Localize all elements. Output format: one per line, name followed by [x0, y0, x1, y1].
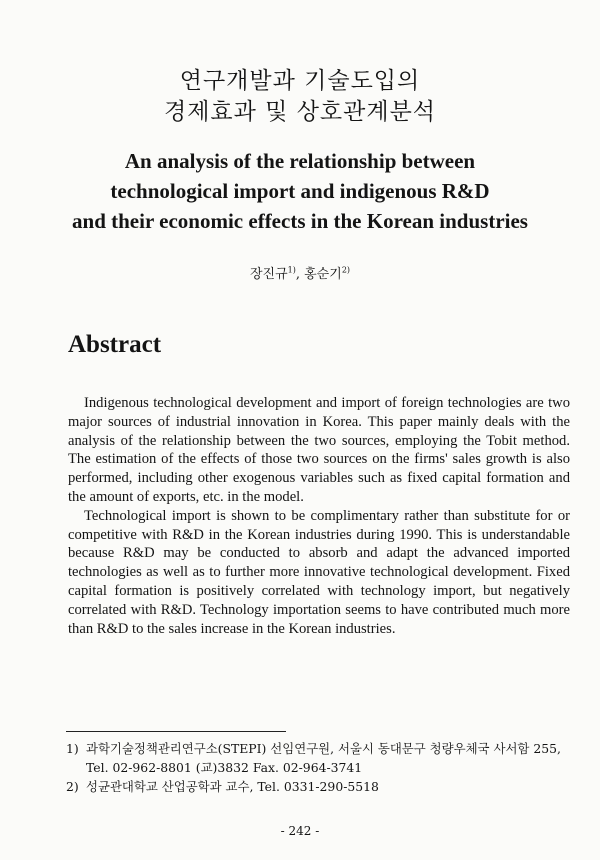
footnote	[66, 777, 572, 796]
footnote	[66, 739, 572, 777]
author-name: 장진규	[249, 267, 288, 282]
korean-title-line: 경제효과 및 상호관계분석	[163, 99, 437, 125]
abstract-paragraph: Technological import is shown to be complimentary rather than substitute for or competitive with R&D in the Korean industries during 1990. This is understandable because R&D may be conducted to absorb and adapt the advanced imported technologies as well as to further more innovative technological development. Fixed capital formation is positively correlated with technology import, but negatively correlated with R&D. Technology importation seems to have contributed much more than R&D to the sales increase in the Korean industries.	[68, 507, 570, 637]
footnotes	[66, 739, 572, 796]
abstract-heading: Abstract	[68, 331, 162, 358]
footnote-text: 과학기술정책관리연구소(STEPI) 선임연구원, 서울시 동대문구 청량우체국 사서함 255, Tel. 02-962-8801 (교)3832 Fax. 02-964-3741	[86, 741, 561, 775]
english-title	[0, 146, 600, 236]
author-line	[0, 263, 600, 282]
page-number: - 242 -	[280, 824, 320, 838]
footnote-mark: 1)	[287, 265, 296, 275]
abstract-body	[68, 394, 570, 638]
footnote-mark: 2)	[341, 265, 351, 275]
english-title-line: technological import and indigenous R&D	[110, 179, 490, 203]
korean-title	[0, 66, 600, 128]
footnote-text: 성균관대학교 산업공학과 교수, Tel. 0331-290-5518	[86, 779, 379, 794]
author-separator: ,	[295, 267, 305, 282]
footnote-number: 1)	[66, 741, 79, 756]
abstract-paragraph: Indigenous technological development and import of foreign technologies are two major sources of industrial innovation in Korea. This paper mainly deals with the analysis of the relationship between the two sources, employing the Tobit method. The estimation of the effects of those two sources on the firms' sales growth is also performed, including other exogenous variables such as fixed capital formation and the amount of exports, etc. in the model.	[68, 395, 570, 505]
footnote-number: 2)	[66, 779, 79, 794]
author-name: 홍순기	[304, 267, 342, 282]
footnote-divider	[66, 731, 286, 732]
english-title-line: and their economic effects in the Korean industries	[72, 209, 528, 233]
english-title-line: An analysis of the relationship between	[124, 149, 476, 173]
korean-title-line: 연구개발과 기술도입의	[179, 68, 421, 94]
